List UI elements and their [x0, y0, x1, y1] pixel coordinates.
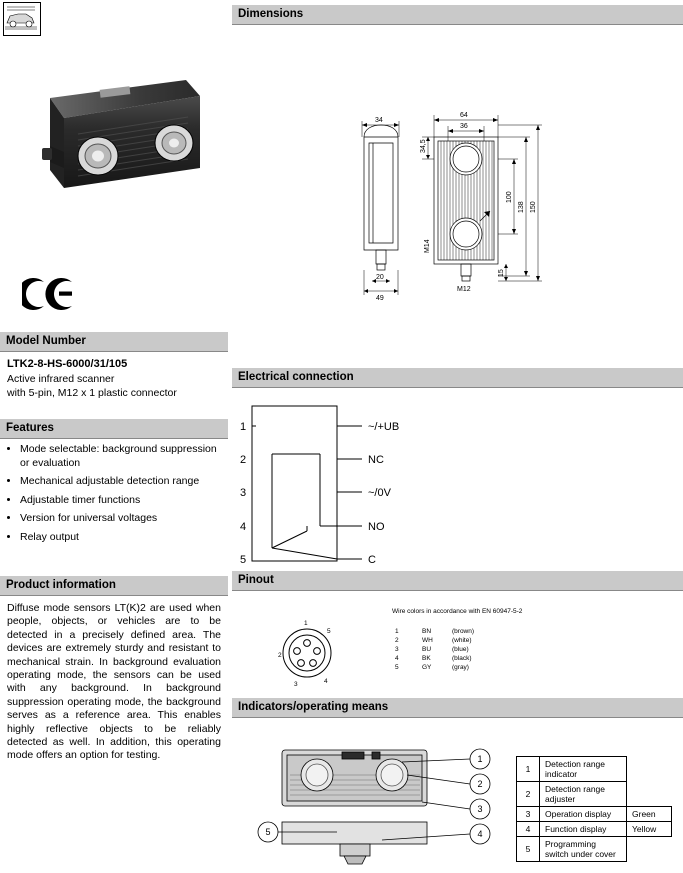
callout-number: 1: [477, 754, 483, 764]
features-section: [0, 419, 228, 549]
dimensions-drawing: [232, 25, 683, 305]
logo-icon: [3, 2, 41, 36]
signal-label: ~/+UB: [368, 421, 400, 433]
row-number: 1: [517, 757, 540, 782]
connector-pin-label: 2: [278, 652, 282, 659]
svg-text:4: 4: [395, 655, 399, 662]
electrical-connection-diagram: [232, 388, 683, 563]
row-label: Programming switch under cover: [540, 837, 627, 862]
table-row: [517, 757, 672, 782]
svg-text:(blue): (blue): [452, 646, 469, 653]
connector-pin-label: 3: [294, 681, 298, 688]
svg-text:BU: BU: [422, 646, 432, 653]
product-photo: [18, 60, 208, 235]
signal-label: NO: [368, 521, 385, 533]
row-number: 4: [517, 822, 540, 837]
left-column: [0, 0, 228, 863]
indicators-table: [516, 756, 672, 862]
svg-text:M12: M12: [457, 286, 471, 293]
signal-label: C: [368, 554, 376, 563]
list-item: • Mode selectable: background suppression or evaluation: [20, 443, 221, 470]
svg-text:(white): (white): [452, 637, 472, 644]
pin-number: 4: [240, 521, 247, 533]
model-desc-line2: with 5-pin, M12 x 1 plastic connector: [7, 386, 177, 399]
list-item: • Relay output: [20, 531, 221, 545]
electrical-connection-heading: Electrical connection: [232, 368, 683, 388]
pin-number: 1: [240, 421, 247, 433]
svg-text:49: 49: [376, 295, 384, 302]
callout-number: 3: [477, 804, 483, 814]
ce-mark: [22, 278, 82, 310]
svg-text:GY: GY: [422, 664, 432, 671]
row-label: Operation display: [540, 807, 627, 822]
connector-pin-label: 4: [324, 678, 328, 685]
row-value: Yellow: [627, 822, 672, 837]
callout-number: 2: [477, 779, 483, 789]
row-label: Function display: [540, 822, 627, 837]
indicators-section: [232, 698, 683, 873]
callout-number: 4: [477, 829, 483, 839]
dimensions-heading: Dimensions: [232, 5, 683, 25]
row-number: 3: [517, 807, 540, 822]
svg-text:(gray): (gray): [452, 664, 469, 671]
model-number-heading: Model Number: [0, 332, 228, 352]
row-label: Detection range adjuster: [540, 782, 627, 807]
svg-text:34: 34: [375, 117, 383, 124]
svg-text:BN: BN: [422, 628, 432, 635]
callout-number: 5: [265, 827, 271, 837]
right-column: [232, 0, 683, 863]
svg-text:(black): (black): [452, 655, 472, 662]
pin-number: 3: [240, 487, 247, 499]
pinout-section: [232, 571, 683, 709]
svg-text:34,5: 34,5: [420, 139, 427, 153]
svg-text:150: 150: [530, 201, 537, 213]
svg-text:36: 36: [460, 123, 468, 130]
list-item: • Adjustable timer functions: [20, 494, 221, 508]
table-row: [517, 782, 672, 807]
svg-text:(brown): (brown): [452, 628, 475, 635]
indicators-content: [232, 718, 683, 873]
svg-text:2: 2: [395, 637, 399, 644]
table-row: [517, 822, 672, 837]
list-item: • Version for universal voltages: [20, 512, 221, 526]
svg-text:5: 5: [395, 664, 399, 671]
svg-text:3: 3: [395, 646, 399, 653]
row-label: Detection range indicator: [540, 757, 627, 782]
svg-text:BK: BK: [422, 655, 431, 662]
connector-pin-label: 1: [304, 620, 308, 627]
svg-text:WH: WH: [422, 637, 433, 644]
list-item: • Mechanical adjustable detection range: [20, 475, 221, 489]
signal-label: NC: [368, 454, 384, 466]
pinout-heading: Pinout: [232, 571, 683, 591]
svg-text:15: 15: [498, 269, 505, 277]
connector-pin-label: 5: [327, 628, 331, 635]
model-number-code: LTK2-8-HS-6000/31/105: [7, 358, 128, 370]
model-number-section: [0, 332, 228, 400]
electrical-connection-section: [232, 368, 683, 563]
wire-color-note: Wire colors in accordance with EN 60947-5-2: [392, 608, 523, 615]
features-heading: Features: [0, 419, 228, 439]
product-information-text: Diffuse mode sensors LT(K)2 are used when people, objects, or vehicles are to be detected in a precisely defined area. The devices are extremely sturdy and resistant to mechanical strain. In background evaluation operating mode, the sensors can be used with any background. In background suppression operating mode, the background serves as a reference area. This enables highly reflective objects to be reliably detected as well. In addition, this operating mode offers an option for testing.: [7, 602, 221, 762]
product-information-section: [0, 576, 228, 763]
svg-text:64: 64: [460, 112, 468, 119]
svg-text:1: 1: [395, 628, 399, 635]
svg-text:100: 100: [506, 191, 513, 203]
table-row: [517, 807, 672, 822]
model-desc-line1: Active infrared scanner: [7, 373, 115, 385]
signal-label: ~/0V: [368, 487, 391, 499]
row-number: 2: [517, 782, 540, 807]
product-information-heading: Product information: [0, 576, 228, 596]
pin-number: 2: [240, 454, 247, 466]
row-value: Green: [627, 807, 672, 822]
column-divider: [229, 0, 230, 863]
svg-text:20: 20: [376, 274, 384, 281]
dimensions-section: [232, 5, 683, 305]
table-row: [517, 837, 672, 862]
pinout-content: [232, 591, 683, 709]
row-number: 5: [517, 837, 540, 862]
svg-text:138: 138: [518, 201, 525, 213]
features-list: [0, 443, 228, 544]
indicators-heading: Indicators/operating means: [232, 698, 683, 718]
pin-number: 5: [240, 554, 247, 563]
svg-text:M14: M14: [424, 239, 431, 253]
